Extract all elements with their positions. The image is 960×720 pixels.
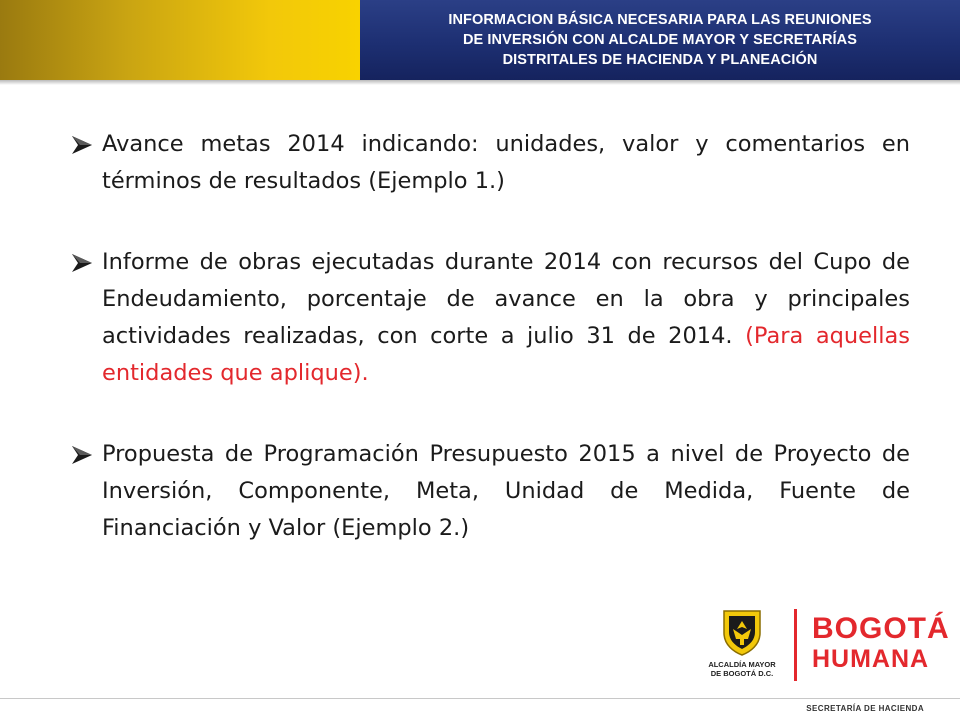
bullet-list (72, 126, 910, 591)
footer-divider (0, 698, 960, 699)
bogota-coat-of-arms-icon (720, 607, 764, 657)
arrow-bullet-icon (72, 136, 92, 154)
bullet-item-informe-obras (72, 244, 910, 392)
bogota-humana-logo (700, 605, 950, 690)
logo-divider (794, 609, 797, 681)
banner-title-line-3: DISTRITALES DE HACIENDA Y PLANEACIÓN (502, 52, 818, 68)
banner-shadow (0, 80, 960, 85)
header-banner (0, 0, 960, 80)
arrow-bullet-icon (72, 254, 92, 272)
bullet-text (102, 244, 910, 392)
bullet-item-propuesta-programacion (72, 436, 910, 547)
bullet-text (102, 436, 910, 547)
bullet-item-avance-metas (72, 126, 910, 200)
bullet-text-main: Avance metas 2014 indicando: unidades, valor y comentarios en términos de resultados (Ejemplo 1.) (102, 131, 910, 194)
crest-caption-line-2: DE BOGOTÁ D.C. (710, 669, 774, 678)
bullet-text (102, 126, 910, 200)
footer-text: SECRETARÍA DE HACIENDA (806, 704, 924, 713)
banner-title-line-2: DE INVERSIÓN CON ALCALDE MAYOR Y SECRETARÍAS (462, 32, 858, 48)
crest-caption (700, 660, 784, 678)
banner-title-block (360, 0, 960, 80)
banner-title (365, 10, 955, 70)
banner-gold-block (0, 0, 360, 80)
brand-line-2: HUMANA (812, 645, 930, 673)
arrow-bullet-icon (72, 446, 92, 464)
brand-line-1: BOGOTÁ (812, 612, 950, 645)
bullet-text-main: Propuesta de Programación Presupuesto 2015 a nivel de Proyecto de Inversión, Componente, Meta, Unidad de Medida, Fuente de Financiación y Valor (Ejemplo 2.) (102, 441, 910, 541)
crest-caption-line-1: ALCALDÍA MAYOR (708, 660, 776, 669)
banner-title-line-1: INFORMACION BÁSICA NECESARIA PARA LAS REUNIONES (448, 12, 872, 28)
bullet-text-main: Informe de obras ejecutadas durante 2014 con recursos del Cupo de Endeudamiento, porcentaje de avance en la obra y principales actividades realizadas, con corte a julio 31 de 2014. (102, 249, 910, 349)
bullet-text-highlight: (Para aquellas entidades que aplique). (102, 323, 911, 386)
